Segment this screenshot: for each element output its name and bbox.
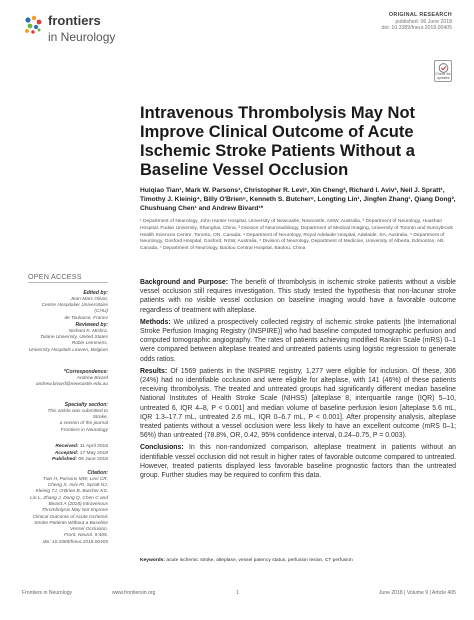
reviewer-info[interactable]: Nishant K. Mishra, Tulane University, United States Robin Lemmens, University Hospitals Leuven, Belgium [28, 328, 108, 353]
footer-issue: June 2018 | Volume 9 | Article 405 [378, 590, 456, 596]
dates-section [28, 444, 108, 464]
author-list: Huiqiao Tian¹, Mark W. Parsons¹, Christopher R. Levi¹, Xin Cheng², Richard I. Aviv³, Neil J. Spratt¹, Timothy J. Kleinig⁴, Billy O'Brien⁵, Kenneth S. Butcher⁶, Longting Lin¹, Jingfen Zhang¹, Qiang Dong², Chushuang Chen¹ and Andrew Bivard¹* [140, 187, 456, 213]
journal-name: in Neurology [48, 30, 116, 44]
keywords: Keywords: acute ischemic stroke, alteplase, vessel patency status, perfusion lesion, CT perfusion [140, 558, 353, 563]
published-date: published: 06 June 2018 [395, 18, 452, 25]
frontiers-logo[interactable] [22, 12, 192, 48]
abstract-background: Background and Purpose: The benefit of thrombolysis in ischemic stroke patients without a visible vessel occlusion still requires investigation. This study tested the hypothesis that non-lacunar stroke patients with no visible vessel occlusion on baseline imaging would have a favorable outcome regardless of treatment with alteplase. [140, 279, 456, 314]
article-title: Intravenous Thrombolysis May Not Improve Clinical Outcome of Acute Ischemic Stroke Patients Without a Baseline Vessel Occlusion [140, 104, 416, 179]
abstract-conclusions: Conclusions: In this non-randomized comparison, alteplase treatment in patients without an identifiable vessel occlusion did not result in higher rates of favorable outcome compared to untreated. However, treated patients displayed less favorable baseline prognostic factors than the untreated group. Further studies may be required to confirm this data. [140, 444, 456, 480]
brand-name: frontiers [48, 13, 101, 28]
specialty-info: This article was submitted to Stroke, a section of the journal Frontiers in Neurology [47, 408, 108, 433]
citation-text: Tian H, Parsons MW, Levi CR, Cheng X, Aviv RI, Spratt NJ, Kleinig TJ, O'Brien B, Butcher KS, Lin L, Zhang J, Dong Q, Chen C and Bivard A (2018) Intravenous Thrombolysis May Not Improve Clinical Outcome of Acute Ischemic Stroke Patients Without a Baseline Vessel Occlusion. Front. Neurol. 9:405. doi: 10.3389/fneur.2018.00405 [30, 476, 108, 545]
citation-label: Citation: [87, 470, 108, 476]
doi-link[interactable]: doi: 10.3389/fneur.2018.00405 [381, 25, 452, 32]
abstract-results: Results: Of 1569 patients in the INSPIRE registry, 1,277 were eligible for inclusion. Of these, 306 (24%) had no identifiable occlusion and were eligible for alteplase, with 141 (46%) of these patients receiving thrombolysis. The treated and untreated groups had significantly different median baseline National Institutes of Health Stroke Scale (NIHSS) [alteplase 8, interquartile range (IQR) 5–10, untreated 6, IQR 4–8, P < 0.001] and median volume of baseline perfusion lesion [alteplase 5.6 mL, IQR 1.3–17.7 mL, untreated 2.6 mL, IQR 0–6.7 mL, P < 0.001]. After propensity analysis, alteplase treated patients without a vessel occlusion were less likely to have an excellent outcome (mRS 0–1; 56%) than untreated (78.8%, OR, 0.42, 95% confidence interval, 0.24–0.75, P = 0.003). [140, 367, 456, 440]
sidebar-divider [28, 282, 108, 283]
crossmark-label: Check for updates [435, 72, 451, 80]
specialty-label: Specialty section: [64, 402, 108, 408]
correspondence-label: *Correspondence: [63, 369, 108, 375]
page-number: 1 [236, 590, 239, 596]
abstract-methods: Methods: We utilized a prospectively collected registry of ischemic stroke patients [the International Stroke Perfusion Imaging Registry (INSPIRE)] who had baseline computed tomographic perfusion and computed tomographic angiography. The rates of patients achieving modified Rankin Scale (mRS) 0–1 were compared between alteplase treated and untreated patients using logistic regression to generate odds ratios. [140, 318, 456, 363]
article-type: ORIGINAL RESEARCH [388, 12, 452, 18]
citation-section [28, 470, 108, 546]
editor-info[interactable]: Jean-Marc Olivot, Centre Hospitalier Universitaire (CHU) de Toulouse, France [41, 296, 108, 321]
correspondence-info[interactable]: Andrew Bivard andrew.bivard@newcastle.edu.au [35, 375, 108, 388]
page-header [22, 12, 452, 80]
published-row: Published: 06 June 2018 [51, 457, 108, 462]
check-for-updates-button[interactable] [434, 60, 452, 82]
frontiers-logo-icon [22, 14, 44, 36]
received-row: Received: 11 April 2018 [55, 444, 108, 449]
affiliations: ¹ Department of Neurology, John Hunter Hospital, University of Newcastle, Newcastle, NSW, Australia, ² Department of Neurology, Huashan Hospital, Fudan University, Shanghai, China, ³ Division of Neuroradiology, Department of Medical Imaging, University of Toronto and Sunnybrook Health Sciences Centre, Toronto, ON, Canada, ⁴ Department of Neurology, Royal Adelaide Hospital, Adelaide, SA, Australia, ⁵ Department of Neurology, Gosford Hospital, Gosford, NSW, Australia, ⁶ Division of Neurology, Department of Medicine, University of Alberta, Edmonton, AB, Canada, ⁷ Department of Neurology, Baotou Central Hospital, Baotou, China [140, 219, 453, 251]
specialty-section [28, 402, 108, 434]
edited-by-section [28, 290, 108, 322]
abstract [140, 278, 456, 483]
correspondence-section [28, 369, 108, 388]
article-meta [382, 12, 452, 32]
reviewed-by-label: Reviewed by: [75, 322, 108, 328]
reviewed-by-section [28, 322, 108, 354]
open-access-label: OPEN ACCESS [28, 272, 82, 281]
edited-by-label: Edited by: [83, 290, 108, 296]
footer-journal: Frontiers in Neurology [22, 590, 73, 596]
accepted-row: Accepted: 17 May 2018 [54, 450, 108, 456]
footer-url[interactable]: www.frontiersin.org [112, 590, 156, 596]
